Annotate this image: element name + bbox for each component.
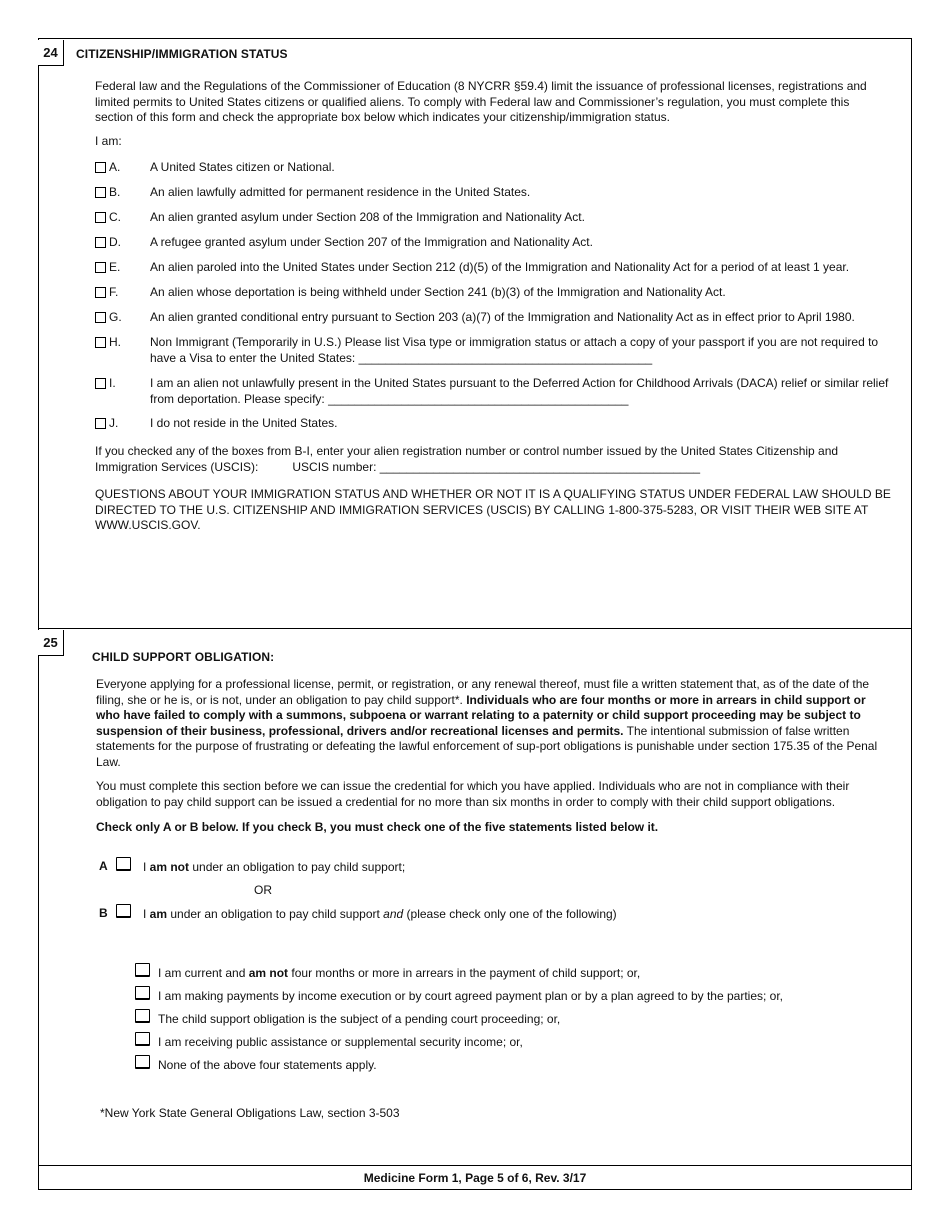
uscis-number-field[interactable]: USCIS number: ________________________________________________ <box>292 459 701 474</box>
option-letter: C. <box>109 210 121 224</box>
or-label: OR <box>254 883 272 897</box>
sub1-pre: I am current and <box>158 966 249 980</box>
uscis-questions-notice: QUESTIONS ABOUT YOUR IMMIGRATION STATUS AND WHETHER OR NOT IT IS A QUALIFYING STATUS UNDER FEDERAL LAW SHOULD BE DIRECTED TO THE U.S. CITIZENSHIP AND IMMIGRATION SERVICES (USCIS) BY CALLING 1-800-375-5283, OR VISIT THEIR WEB SITE AT WWW.USCIS.GOV. <box>95 487 891 532</box>
opt-a-bold: am not <box>149 860 190 874</box>
footnote: *New York State General Obligations Law, section 3-503 <box>100 1106 400 1120</box>
option-text: An alien lawfully admitted for permanent residence in the United States. <box>150 185 531 199</box>
page-footer: Medicine Form 1, Page 5 of 6, Rev. 3/17 <box>363 1170 587 1185</box>
opt-b-post: (please check only one of the following) <box>403 907 617 921</box>
checkbox-not-obligated[interactable] <box>116 857 131 871</box>
child-support-paragraph-2: You must complete this section before we can issue the credential for which you have applied. Individuals who are not in compliance with their obligation to pay child support can be issued a credential for no more than six months in order to comply with their child support obligations. <box>96 779 850 809</box>
checkbox-f[interactable] <box>95 287 106 298</box>
checkbox-obligated[interactable] <box>116 904 131 918</box>
option-text: A refugee granted asylum under Section 207 of the Immigration and Nationality Act. <box>150 235 593 249</box>
checkbox-j[interactable] <box>95 418 106 429</box>
para1-bold: Individuals who are four months or more in arrears in child support or who have failed to comply with a summons, subpoena or warrant relating to a paternity or child support proceeding may be subject to suspension of their business, professional, drivers and/or recreational licenses and permits. <box>96 692 866 738</box>
opt-b-mid: under an obligation to pay child support <box>167 907 384 921</box>
checkbox-g[interactable] <box>95 312 106 323</box>
checkbox-b[interactable] <box>95 187 106 198</box>
sub1-bold: am not <box>248 966 289 980</box>
checkbox-h[interactable] <box>95 337 106 348</box>
option-letter: E. <box>109 260 121 274</box>
section-24-intro: Federal law and the Regulations of the Commissioner of Education (8 NYCRR §59.4) limit the issuance of professional licenses, registrations and limited permits to United States citizens or qualified aliens. To comply with Federal law and Commissioner’s regulation, you must complete this section of this form and check the appropriate box below which indicates your citizenship/immigration status. <box>95 79 867 124</box>
opt-b-bold: am <box>149 907 168 921</box>
option-text: An alien whose deportation is being withheld under Section 241 (b)(3) of the Immigration and Nationality Act. <box>150 285 726 299</box>
section-24-title: CITIZENSHIP/IMMIGRATION STATUS <box>76 47 288 61</box>
option-text: An alien paroled into the United States under Section 212 (d)(5) of the Immigration and Nationality Act for a period of at least 1 year. <box>150 260 850 274</box>
statement-5: None of the above four statements apply. <box>158 1058 377 1072</box>
child-support-paragraph-1 <box>96 677 892 770</box>
option-letter: A. <box>109 160 121 174</box>
option-letter: J. <box>109 416 119 430</box>
checkbox-i[interactable] <box>95 378 106 389</box>
statement-3: The child support obligation is the subject of a pending court proceeding; or, <box>158 1012 561 1026</box>
option-letter: D. <box>109 235 121 249</box>
section-25-number: 25 <box>38 630 64 656</box>
statement-4: I am receiving public assistance or supplemental security income; or, <box>158 1035 523 1049</box>
checkbox-statement-2[interactable] <box>135 986 150 1000</box>
option-a-text <box>143 860 405 874</box>
option-letter: H. <box>109 335 121 349</box>
uscis-instructions <box>95 444 885 475</box>
option-b-letter: B <box>99 906 108 920</box>
opt-a-post: under an obligation to pay child support; <box>189 860 406 874</box>
opt-b-pre: I <box>143 907 150 921</box>
checkbox-statement-3[interactable] <box>135 1009 150 1023</box>
checkbox-d[interactable] <box>95 237 106 248</box>
check-instruction: Check only A or B below. If you check B, you must check one of the five statements listed below it. <box>96 820 659 834</box>
opt-a-pre: I <box>143 860 150 874</box>
para1-text-a: Everyone applying for a professional license, permit, or registration, or any renewal thereof, must file a written statement that, as of the date of the filing, she or he is, or is not, under an obligation to pay child support*. <box>96 677 870 707</box>
option-letter: G. <box>109 310 122 324</box>
option-text: An alien granted conditional entry pursuant to Section 203 (a)(7) of the Immigration and Nationality Act as in effect prior to April 1980. <box>150 310 855 324</box>
checkbox-e[interactable] <box>95 262 106 273</box>
uscis-text: If you checked any of the boxes from B-I, enter your alien registration number or control number issued by the United States Citizenship and Immigration Services (USCIS): <box>95 444 839 474</box>
option-text: I am an alien not unlawfully present in the United States pursuant to the Deferred Action for Childhood Arrivals (DACA) relief or similar relief from deportation. Please specify: _____________________________________________ <box>150 376 889 406</box>
opt-b-italic: and <box>383 907 404 921</box>
checkbox-statement-1[interactable] <box>135 963 150 977</box>
sub1-post: four months or more in arrears in the payment of child support; or, <box>288 966 641 980</box>
section-25-title: CHILD SUPPORT OBLIGATION: <box>92 650 275 664</box>
checkbox-statement-5[interactable] <box>135 1055 150 1069</box>
option-letter: B. <box>109 185 121 199</box>
checkbox-a[interactable] <box>95 162 106 173</box>
option-b-text <box>143 907 617 921</box>
option-letter: F. <box>109 285 119 299</box>
section-divider <box>38 628 912 629</box>
option-text: Non Immigrant (Temporarily in U.S.) Please list Visa type or immigration status or attach a copy of your passport if you are not required to have a Visa to enter the United States: ____________________________________________ <box>150 335 879 365</box>
option-text: An alien granted asylum under Section 208 of the Immigration and Nationality Act. <box>150 210 585 224</box>
statement-1 <box>158 966 640 980</box>
option-a-letter: A <box>99 859 108 873</box>
para1-text-b: The intentional submission of false written statements for the purpose of frustrating or defeating the lawful enforcement of sup-port obligations is punishable under section 175.35 of the Penal Law. <box>96 723 878 769</box>
option-letter: I. <box>109 376 116 390</box>
section-24-number: 24 <box>38 40 64 66</box>
i-am-label: I am: <box>95 134 122 148</box>
option-text: A United States citizen or National. <box>150 160 335 174</box>
option-text: I do not reside in the United States. <box>150 416 338 430</box>
checkbox-statement-4[interactable] <box>135 1032 150 1046</box>
statement-2: I am making payments by income execution or by court agreed payment plan or by a plan agreed to by the parties; or, <box>158 989 784 1003</box>
checkbox-c[interactable] <box>95 212 106 223</box>
